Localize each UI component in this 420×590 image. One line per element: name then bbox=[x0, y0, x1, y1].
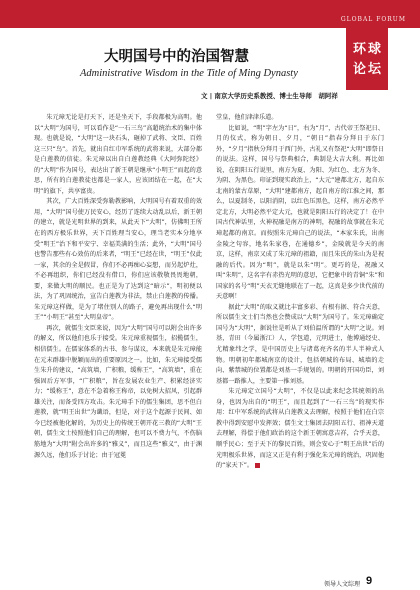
paragraph: 据此“大明”的取义就比丰富多彩、有根有据、符合天意，所以儒生文士们当然也会赞成以“大明”为国号了。朱元璋确定国号为“大明”，据说往是听从了刘伯温所谓的“大明”之说。刘基，青田（今属浙江）人，学包道，元明进士，他博通经史、尤精象纬之学，是中国历史上与诸葛亮齐名的半人半神式人物。明朝初年都城南京的设计，包括朝城的布局、城墙的走向、紫禁城的位置都是刘基一手规划的。明朝的开国功臣，刘基都一路推人，主要第一推刘基。 bbox=[216, 303, 384, 385]
publication-name: 领导人文综理 bbox=[324, 581, 361, 588]
page-number: 9 bbox=[366, 575, 373, 587]
right-column bbox=[216, 113, 384, 577]
header-bar bbox=[0, 0, 420, 28]
article-byline: 文 | 南京大学历史系教授、博士生导师 胡阿祥 bbox=[201, 92, 338, 100]
column-tag-line-2: 论坛 bbox=[353, 62, 384, 77]
paragraph: 比如说，“明”字左为“日”，右为“月”，古代帝王祭祀日、月的仪式，称为朝日、夕月，“朝日”指春分拜日于东门外，“夕月”指秋分拜月于西门外，古礼又有祭祀“大明”即祭日的说法。这样，国号与祭典相合，典制是大吉大利。再比如说，在阴阳五行说里，南方为夏、为阳、为红色、北方为冬、为阴、为黑色。印证到现实政治上，“大元”建都北方，起自东北南的蒙古草原，“大明”建都南方，起自南方的江淮之间，那么，以夏制冬，以阳消阴，以红色压黑色，这样，南方必然平定北方，大明必然平定大元，也就是阴阳五行的决定了！在中国古代神话里，火神祝融是南方的神明，祝融的故事就在朱元璋起都的南京。而按照朱元璋自己的说法，“本家朱氏，出南金陵之句容，地名朱家巷，在通德乡”，金陵就是今天的南京，这样，南京又成了朱元璋的祖籍，而且朱氏的朱山为是祝融的后代。因为“明”，就是以朱“明”。更巧的是，祝融又叫“朱明”，这名字有赤热光明的意思，它把象中的青铜“朱”和国家的名号“明”天衣无缝地联在了一起，这真是多少世代前的天意啊！ bbox=[216, 124, 384, 301]
article-subtitle: Administrative Wisdom in the Title of Ming Dynasty bbox=[80, 68, 298, 79]
column-tag-line-1: 环球 bbox=[353, 42, 384, 57]
end-mark-icon bbox=[255, 463, 260, 468]
paragraph-text: 朱元璋定立国号“大明”，不仅是以此来纪念其统领的出身，也因为出自的“明王”，而且起到了“一石三鸟”的现实作用：红中军系统的武将从白莲教义去理解，按照于他们在白宗教中得到安慰中发挥效；儒生文士集团去阴阳五行、祖神天道去理解，得偿于他们政治的这个新王朝寓意吉祥，合乎天意，顺乎民心；至于天下的黎民百姓，则会安心于“明王出世”后的光明极乐世界，而这又正是有利于强化朱元璋的统治，巩固他的“家天下”。 bbox=[216, 388, 384, 470]
paragraph-final bbox=[216, 387, 384, 471]
section-label: GLOBAL FORUM bbox=[340, 16, 406, 23]
paragraph: 再次，就儒生文臣来说，因为“大明”国号可以附会出许多的解义，所以他们也乐于接受。朱元璋重视儒生，招揽儒生，相信儒生。在儒家体系的古书、参与谋议，本来就是朱元璋能在元末群雄中脱颖而出的重要原因之一。比如，朱元璋接受儒生朱升的建议，“高筑墙，广积粮，缓称王”，“高筑墙”，重在强固后方军事，“广积粮”，旨在发展农业生产、积累经济实力；“缓称王”，意在不急着称王称帝，以免树大招风，引起群雄关注，而备受四方攻击。朱元璋手下的儒生集团，思不但白莲教，就“明王出世”为谶语，但是，对于这个起源于民间、如今已经被他化解的，为历史上的传统王朝开花三教的“大明”王朝，儒生文士按照他们自己的理解，也可以不费力气，不伤脑筋地为“大明”附会出许多的“雅义”，而且这些“雅义”，由于渊源久远，他们乐于讨论；由于冠冕 bbox=[34, 324, 202, 459]
article-title: 大明国号中的治国智慧 bbox=[104, 49, 249, 65]
paragraph: 朱元璋无论是打天下，还是坐天下，手段都极为高明。他以“大明”为国号，可以看作是“一石三鸟”高超统治术的集中体现。也就是说，“大明”这一块石头，砸掉了武将、文臣、百姓这三只“鸟”。首先，就出自红巾军系统的武将来说，大部分都是白莲教的信徒。朱元璋以出自白莲教经典《大阿弥陀经》的“大明”作为国号，表达出了新王朝是继承“小明王”而起的意思，所有的白莲教徒也都是一家人，应该团结在一起，在“大明”的旗下，共享富贵。 bbox=[34, 114, 202, 195]
column-tag bbox=[346, 28, 388, 90]
paragraph: 堂皇，他们津津乐道。 bbox=[216, 114, 278, 121]
article-body bbox=[34, 113, 384, 577]
left-column bbox=[34, 113, 202, 577]
paragraph: 其次，广大百姓深受弥勒教影响，大明国号有着双重的效用，“大明”国号使万民安心，经历了连续大动乱以后，新王朝的建立，就是光明世界的到来，从此天下“大明”，仿佛明王所在的西方极乐世界，天下百姓理当安心，理当老实本分地享受“明王”治下和平安宁、幸福美满的生活；此外，“大明”国号也警告那些有心效仿的后来者，“明王”已经在世，“明王”仅此一家，其余的全是假冒，你们不必再痴心妄想，而另起炉灶，不必再组织，你们已经没有借口，你们应该敬敬畏畏地朝，要，来做大明的顺民。也正是为了达到这“暗示”，明初便以法，为了巩固统治，宣告白莲教为非法，禁止白莲教的传播。朱元璋这样做，是为了堵住别人的路子，避免再出现什么“明王”“小明王”甚至“大明皇帝”。 bbox=[34, 198, 202, 322]
